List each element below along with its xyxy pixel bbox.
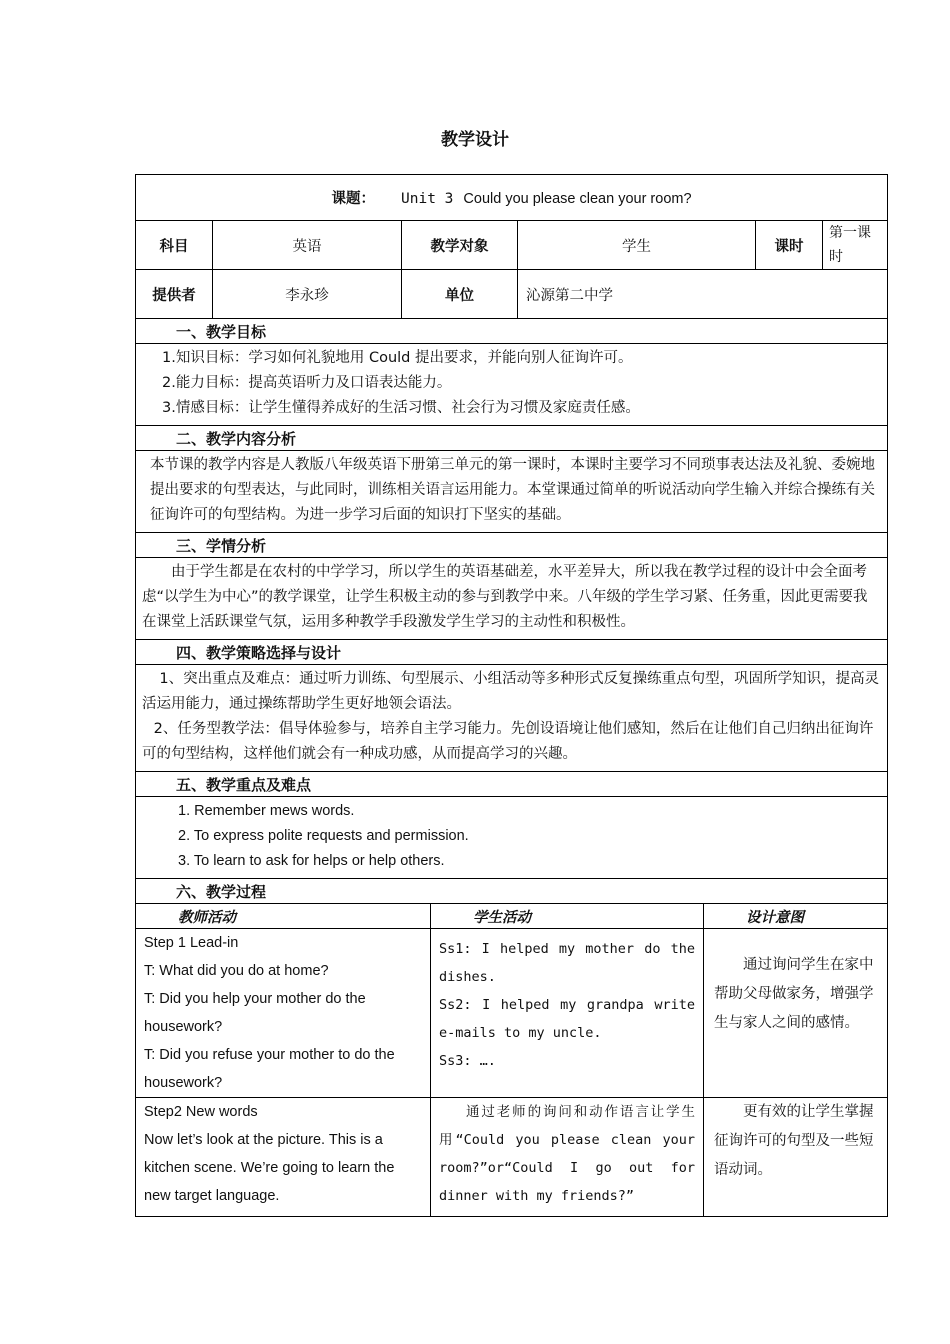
lesson-plan-table: [135, 174, 887, 1217]
content-heading: 二、教学内容分析: [136, 426, 888, 451]
student-activity: [431, 929, 704, 1098]
students-body: [136, 558, 888, 640]
students-text: 由于学生都是在农村的中学学习，所以学生的英语基础差，水平差异大，所以我在教学过程的设计中会全面考虑“以学生为中心”的教学课堂，让学生积极主动的参与到教学中来。八年级的学生学习紧、任务重，因此更需要我在课堂上活跃课堂气氛，运用多种教学手段激发学生学习的主动性和积极性。: [142, 564, 868, 630]
keypoint-item: 1. Remember mews words.: [178, 803, 355, 819]
document-title: 教学设计: [441, 130, 509, 150]
goal-item: 1.知识目标：学习如何礼貌地用 Could 提出要求，并能向别人征询许可。: [162, 350, 633, 366]
unit-label: 单位: [402, 270, 518, 319]
goal-item: 3.情感目标：让学生懂得养成好的生活习惯、社会行为习惯及家庭责任感。: [162, 400, 640, 416]
provider-label: 提供者: [136, 270, 213, 319]
keypoint-item: 2. To express polite requests and permission.: [178, 828, 469, 844]
strategy-heading: 四、教学策略选择与设计: [136, 640, 888, 665]
audience-label: 教学对象: [402, 221, 518, 270]
content-body: [136, 451, 888, 533]
teacher-line: Step2 New words: [144, 1104, 258, 1120]
design-intent: [704, 1098, 888, 1217]
provider-value: 李永珍: [213, 270, 402, 319]
goals-body: [136, 344, 888, 426]
teacher-line: Now let’s look at the picture. This is a kitchen scene. We’re going to learn the new target language.: [144, 1132, 395, 1204]
lesson-name: Could you please clean your room?: [463, 191, 692, 207]
goal-item: 2.能力目标：提高英语听力及口语表达能力。: [162, 375, 452, 391]
hours-value: 第一课时: [823, 221, 888, 270]
goals-heading: 一、教学目标: [136, 319, 888, 344]
student-line: 通过老师的询问和动作语言让学生用“Could you please clean your room?”or“Could I go out for dinner with my friends?”: [439, 1104, 695, 1204]
keypoints-heading: 五、教学重点及难点: [136, 772, 888, 797]
process-step-row: [136, 929, 888, 1098]
teacher-activity: [136, 1098, 431, 1217]
design-intent: [704, 929, 888, 1098]
process-col-intent: 设计意图: [704, 904, 888, 929]
teacher-line: T: Did you refuse your mother to do the housework?: [144, 1047, 395, 1091]
intent-text: 更有效的让学生掌握征询许可的句型及一些短语动词。: [714, 1104, 874, 1178]
lesson-topic-label: 课题：: [331, 191, 376, 207]
teacher-line: T: What did you do at home?: [144, 963, 329, 979]
strategy-body: [136, 665, 888, 772]
strategy-item: 1、突出重点及难点：通过听力训练、句型展示、小组活动等多种形式反复操练重点句型，巩固所学知识，提高灵活运用能力，通过操练帮助学生更好地领会语法。: [142, 671, 880, 712]
strategy-item: 2、任务型教学法：倡导体验参与，培养自主学习能力。先创设语境让他们感知，然后在让他们自己归纳出征询许可的句型结构，这样他们就会有一种成功感，从而提高学习的兴趣。: [142, 721, 874, 762]
subject-value: 英语: [213, 221, 402, 270]
lesson-topic-cell: [136, 175, 888, 221]
hours-label: 课时: [756, 221, 823, 270]
students-heading: 三、学情分析: [136, 533, 888, 558]
process-col-teacher: 教师活动: [136, 904, 431, 929]
process-heading: 六、教学过程: [136, 879, 888, 904]
student-line: Ss3: ….: [439, 1053, 496, 1069]
student-line: Ss2: I helped my grandpa write e-mails to my uncle.: [439, 997, 695, 1041]
teacher-line: T: Did you help your mother do the housework?: [144, 991, 366, 1035]
lesson-unit: Unit 3: [401, 191, 454, 207]
student-activity: [431, 1098, 704, 1217]
subject-label: 科目: [136, 221, 213, 270]
student-line: Ss1: I helped my mother do the dishes.: [439, 941, 695, 985]
process-col-student: 学生活动: [431, 904, 704, 929]
keypoint-item: 3. To learn to ask for helps or help others.: [178, 853, 445, 869]
intent-text: 通过询问学生在家中帮助父母做家务，增强学生与家人之间的感情。: [714, 957, 874, 1031]
unit-value: 沁源第二中学: [518, 270, 888, 319]
content-text: 本节课的教学内容是人教版八年级英语下册第三单元的第一课时，本课时主要学习不同琐事表达法及礼貌、委婉地提出要求的句型表达，与此同时，训练相关语言运用能力。本堂课通过简单的听说活动向学生输入并综合操练有关征询许可的句型结构。为进一步学习后面的知识打下坚实的基础。: [150, 457, 875, 523]
process-step-row: [136, 1098, 888, 1217]
keypoints-body: [136, 797, 888, 879]
teacher-activity: [136, 929, 431, 1098]
audience-value: 学生: [518, 221, 756, 270]
teacher-line: Step 1 Lead-in: [144, 935, 239, 951]
